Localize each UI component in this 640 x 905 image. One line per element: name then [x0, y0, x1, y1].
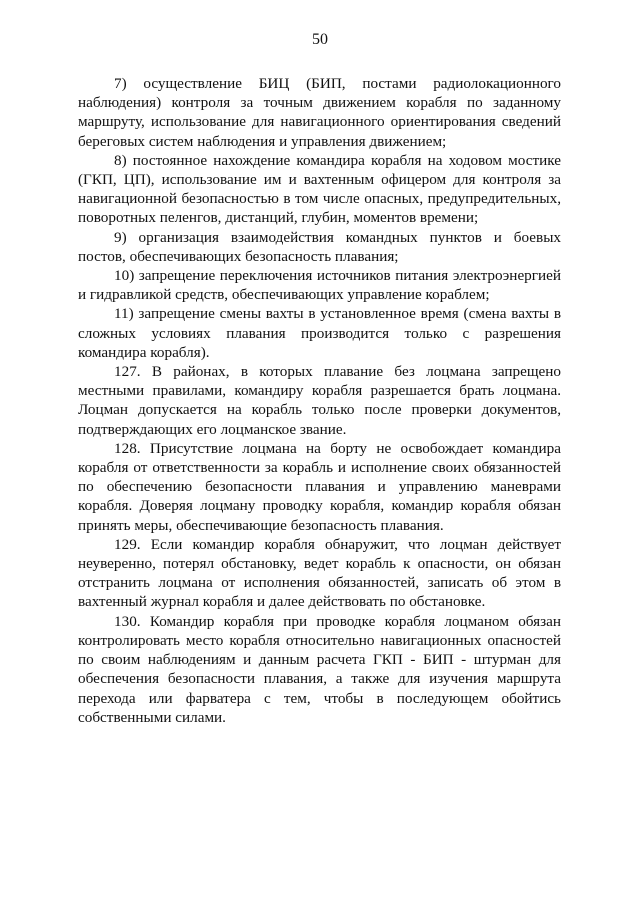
paragraph-item-8: 8) постоянное нахождение командира корабля на ходовом мостике (ГКП, ЦП), использование им и вахтенным офицером для контроля за навигационной безопасностью в том числе опасных, предупредительных, поворотных пеленгов, дистанций, глубин, моментов времени; [78, 151, 561, 227]
paragraph-130: 130. Командир корабля при проводке корабля лоцманом обязан контролировать место корабля относительно навигационных опасностей по своим наблюдениям и данным расчета ГКП - БИП - штурман для обеспечения безопасности плавания, а также для изучения маршрута перехода или фарватера с тем, чтобы в последующем обойтись собственными силами. [78, 612, 561, 726]
paragraph-127: 127. В районах, в которых плавание без лоцмана запрещено местными правилами, командиру корабля разрешается брать лоцмана. Лоцман допускается на корабль только после проверки документов, подтверждающих его лоцманское звание. [78, 363, 561, 438]
paragraph-129: 129. Если командир корабля обнаружит, что лоцман действует неуверенно, потерял обстановку, ведет корабль к опасности, он обязан отстранить лоцмана от исполнения обязанностей, записать об этом в вахтенный журнал корабля и далее действовать по обстановке. [78, 535, 561, 611]
paragraph-item-10: 10) запрещение переключения источников питания электроэнергией и гидравликой средств, обеспечивающих управление кораблем; [78, 267, 561, 304]
document-body [78, 74, 561, 727]
paragraph-item-7: 7) осуществление БИЦ (БИП, постами радиолокационного наблюдения) контроля за точным движением корабля по заданному маршруту, использование для навигационного ориентирования сведений береговых систем наблюдения и управления движением; [78, 75, 561, 150]
paragraph-item-9: 9) организация взаимодействия командных пунктов и боевых постов, обеспечивающих безопасность плавания; [78, 228, 561, 265]
paragraph-item-11: 11) запрещение смены вахты в установленное время (смена вахты в сложных условиях плавания производится только с разрешения командира корабля). [78, 305, 561, 361]
page-number: 50 [312, 31, 328, 48]
paragraph-128: 128. Присутствие лоцмана на борту не освобождает командира корабля от ответственности за корабль и исполнение своих обязанностей по обеспечению безопасности плавания и управлению маневрами корабля. Доверяя лоцману проводку корабля, командир корабля обязан принять меры, обеспечивающие безопасность плавания. [78, 439, 561, 534]
